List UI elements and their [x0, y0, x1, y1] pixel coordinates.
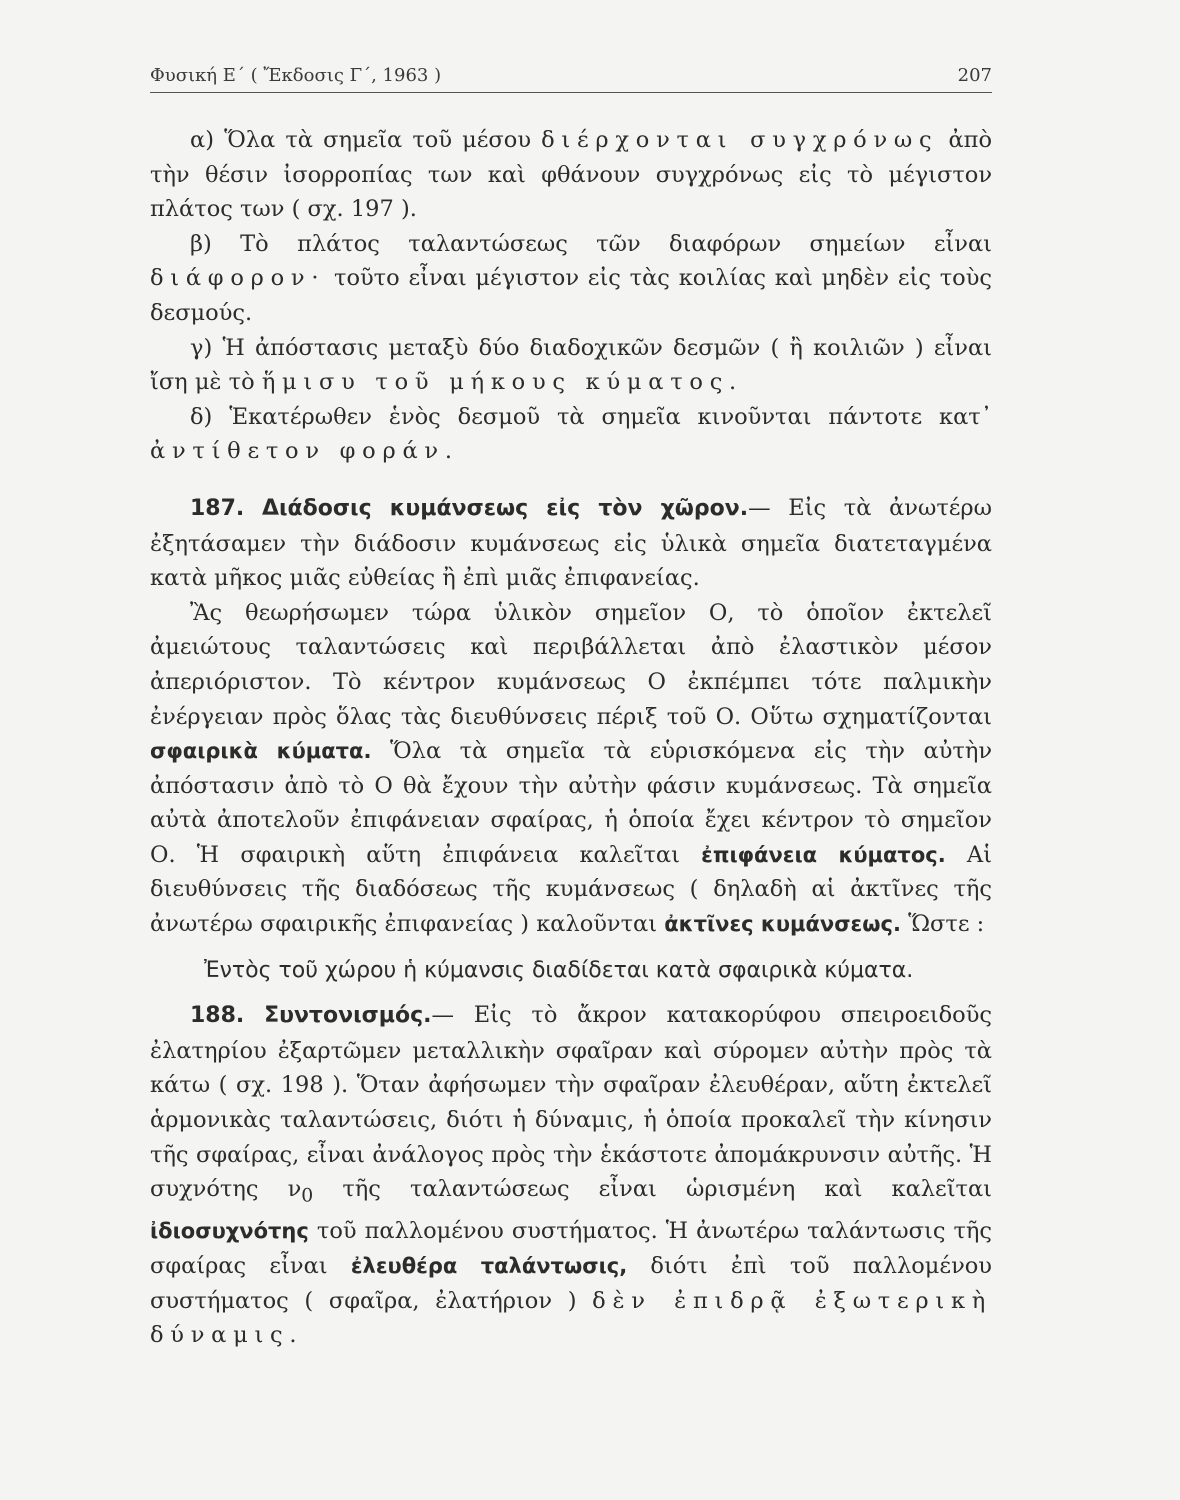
item-label: β) — [190, 230, 241, 257]
page-header — [150, 58, 992, 93]
item-label: δ) — [190, 403, 230, 430]
paragraph-text: — Εἰς τὰ ἀνωτέρω ἐξητάσαμεν τὴν διάδοσιν κυμάνσεως εἰς ὑλικὰ σημεῖα διατεταγμένα κατὰ μῆκος μιᾶς εὐθείας ἢ ἐπὶ μιᾶς ἐπιφανείας. — [150, 494, 993, 592]
bold-term: ἀκτῖνες κυμάνσεως. — [664, 912, 901, 937]
item-text: Ὅλα τὰ σημεῖα τοῦ μέσου — [224, 127, 542, 153]
paragraph-text: τῆς ταλαντώσεως εἶναι ὡρισμένη καὶ καλεῖται — [313, 1176, 993, 1203]
nu-symbol: ν — [287, 1176, 302, 1203]
paragraph-text: τοῦ παλλομένου συστήματος. Ἡ ἀνωτέρω ταλάντωσις τῆς σφαίρας εἶναι — [150, 1218, 992, 1279]
item-text: Ἡ ἀπόστασις μεταξὺ δύο διαδοχικῶν δεσμῶν ( ἢ κοιλιῶν ) εἶναι ἴση μὲ τὸ — [150, 334, 992, 396]
section-title: Διάδοσις κυμάνσεως εἰς τὸν χῶρον. — [261, 495, 749, 521]
paragraph-text: Ἂς θεωρήσωμεν τώρα ὑλικὸν σημεῖον Ο, τὸ ὁποῖον ἐκτελεῖ ἀμειώτους ταλαντώσεις καὶ περιβάλλεται ἀπὸ ἐλαστικὸν μέσον ἀπεριόριστον. Τὸ κέντρον κυμάνσεως Ο ἐκπέμπει τότε παλμικὴν ἐνέργειαν πρὸς ὅλας τὰς διευθύνσεις πέριξ τοῦ Ο. Οὕτω σχηματίζονται — [150, 599, 992, 730]
key-statement: Ἐντὸς τοῦ χώρου ἡ κύμανσις διαδίδεται κατὰ σφαιρικὰ κύματα. — [204, 957, 914, 983]
section-188-paragraph — [150, 998, 992, 1352]
nu-subscript: 0 — [301, 1185, 314, 1207]
section-187-body — [150, 596, 992, 942]
paragraph-text: Αἱ διευθύνσεις τῆς διαδόσεως τῆς κυμάνσεως ( δηλαδὴ αἱ ἀκτῖνες τῆς ἀνωτέρω σφαιρικῆς ἐπιφανείας ) καλοῦνται — [150, 841, 992, 938]
running-head: Φυσική Ε΄ ( Ἔκδοσις Γ΄, 1963 ) — [150, 65, 442, 86]
item-gamma — [150, 331, 992, 400]
section-title: Συντονισμός. — [264, 1003, 432, 1029]
document-page — [150, 58, 992, 1353]
item-label: α) — [190, 127, 225, 153]
paragraph-text: — Εἰς τὸ ἄκρον κατακορύφου σπειροειδοῦς ἐλατηρίου ἐξαρτῶμεν μεταλλικὴν σφαῖραν καὶ σύρομεν αὐτὴν πρὸς τὰ κάτω ( σχ. 198 ). Ὅταν ἀφήσωμεν τὴν σφαῖραν ἐλευθέραν, αὕτη ἐκτελεῖ ἁρμονικὰς ταλαντώσεις, διότι ἡ δύναμις, ἡ ὁποία προκαλεῖ τὴν κίνησιν τῆς σφαίρας, εἶναι ἀνάλογος πρὸς τὴν ἑκάστοτε ἀπομάκρυνσιν αὐτῆς. Ἡ συχνότης — [150, 1002, 993, 1203]
page-body — [150, 123, 992, 1353]
section-187-paragraph — [150, 491, 992, 596]
item-beta — [150, 227, 992, 331]
paragraph-text: Ὅλα τὰ σημεῖα τὰ εὑρισκόμενα εἰς τὴν αὐτὴν ἀπόστασιν ἀπὸ τὸ Ο θὰ ἔχουν τὴν αὐτὴν φάσιν κυμάνσεως. Τὰ σημεῖα αὐτὰ ἀποτελοῦν ἐπιφάνειαν σφαίρας, ἡ ὁποία ἔχει κέντρον τὸ σημεῖον Ο. Ἡ σφαιρικὴ αὕτη ἐπιφάνεια καλεῖται — [150, 738, 992, 868]
item-delta — [150, 400, 992, 469]
section-number: 188. — [190, 1003, 245, 1029]
spaced-text: ἀντίθετον φοράν. — [150, 438, 459, 465]
item-text: τοῦτο εἶναι μέγιστον εἰς τὰς κοιλίας καὶ μηδὲν εἰς τοὺς δεσμούς. — [150, 265, 992, 326]
section-number: 187. — [190, 495, 245, 521]
item-alpha — [150, 123, 992, 227]
bold-term: σφαιρικὰ κύματα. — [150, 739, 372, 764]
bold-term: ἐλευθέρα ταλάντωσις, — [350, 1253, 628, 1278]
paragraph-text: Ὥστε : — [900, 911, 985, 938]
item-text: Ἑκατέρωθεν ἑνὸς δεσμοῦ τὰ σημεῖα κινοῦνται πάντοτε κατ᾽ — [229, 403, 992, 430]
item-label: γ) — [190, 334, 223, 361]
bold-term: ἐπιφάνεια κύματος. — [701, 842, 946, 867]
spaced-text: ἥμισυ τοῦ μήκους κύματος. — [261, 369, 743, 396]
spaced-text: διάφορον· — [150, 265, 326, 292]
spaced-text: δὲν ἐπιδρᾷ ἐξωτερικὴ δύναμις. — [150, 1287, 992, 1349]
paragraph-text: διότι ἐπὶ τοῦ παλλομένου συστήματος ( σφαῖρα, ἐλατήριον ) — [150, 1252, 992, 1314]
bold-term: ἰδιοσυχνότης — [150, 1219, 309, 1244]
item-text: Τὸ πλάτος ταλαντώσεως τῶν διαφόρων σημείων εἶναι — [240, 230, 992, 257]
item-text: ἀπὸ τὴν θέσιν ἰσορροπίας των καὶ φθάνουν συγχρόνως εἰς τὸ μέγιστον πλάτος των ( σχ. 197 ). — [150, 127, 993, 223]
page-number: 207 — [957, 65, 992, 86]
spaced-text: διέρχονται συγχρόνως — [541, 127, 939, 153]
